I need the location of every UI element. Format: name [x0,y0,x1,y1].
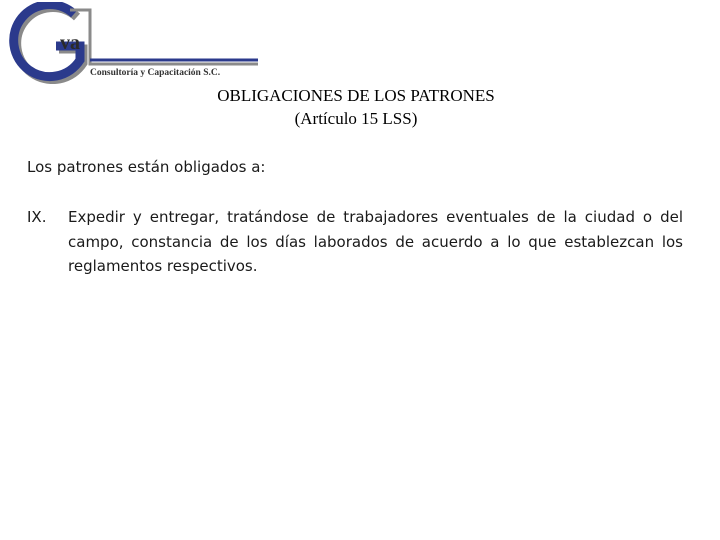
item-text: Expedir y entregar, tratándose de trabajadores eventuales de la ciudad o del campo, constancia de los días laborados de acuerdo a lo que establezcan los reglamentos respectivos. [68,208,683,275]
logo-tagline: Consultoría y Capacitación S.C. [90,68,221,78]
item-number: IX. [27,208,47,226]
intro-text: Los patrones están obligados a: [27,158,266,176]
logo-letters: va [60,32,80,54]
page-subtitle: (Artículo 15 LSS) [294,109,418,128]
company-logo [4,2,260,84]
list-item [27,205,683,279]
page-title: OBLIGACIONES DE LOS PATRONES [217,86,495,105]
